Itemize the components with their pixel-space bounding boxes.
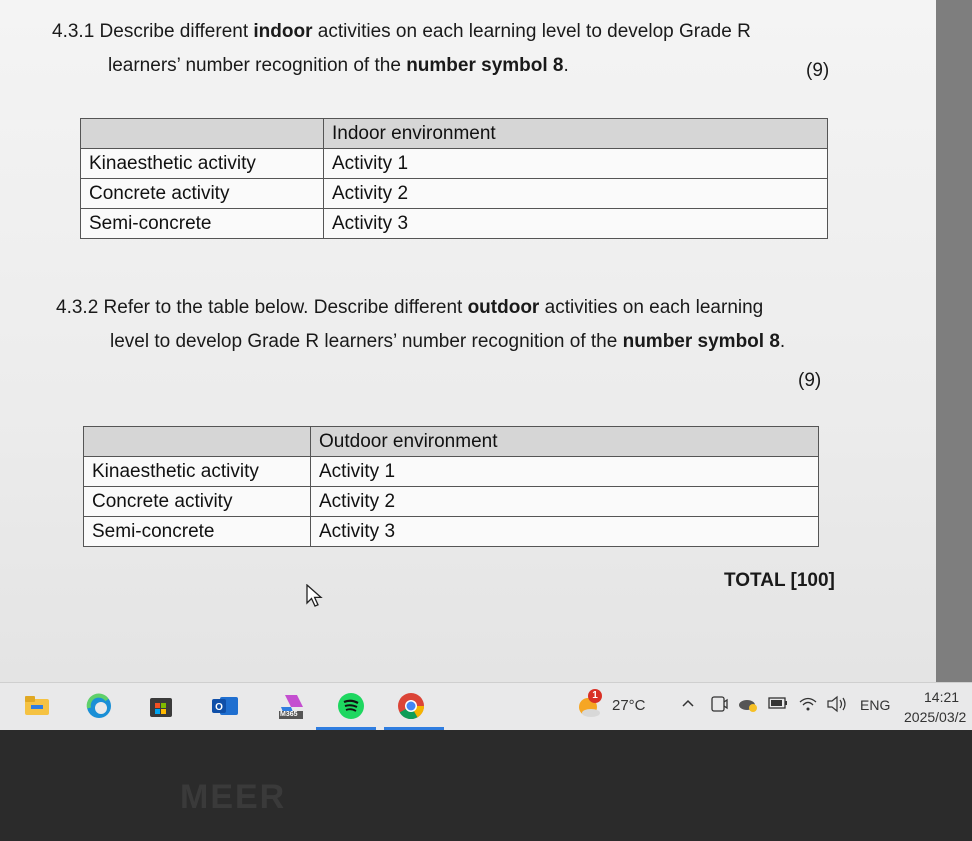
- language-indicator[interactable]: ENG: [860, 697, 891, 713]
- window-edge: [936, 0, 972, 682]
- level-cell: Kinaesthetic activity: [84, 457, 311, 487]
- m365-label: M365: [280, 711, 298, 718]
- table-header: Outdoor environment: [311, 427, 819, 457]
- question-keyword: indoor: [253, 21, 313, 42]
- clock-date[interactable]: 2025/03/2: [904, 709, 967, 725]
- question-text: activities on each learning level to develop Grade R: [312, 21, 751, 42]
- table-row: [81, 209, 828, 239]
- question-4-3-1: [52, 16, 852, 48]
- question-text: activities on each learning: [539, 297, 764, 318]
- question-text: learners’ number recognition of the: [108, 55, 407, 76]
- activity-cell: Activity 3: [324, 209, 828, 239]
- level-cell: Concrete activity: [81, 179, 324, 209]
- level-cell: Semi-concrete: [84, 517, 311, 547]
- chevron-up-icon[interactable]: [680, 695, 696, 715]
- table-row: [84, 487, 819, 517]
- table-header: Indoor environment: [324, 119, 828, 149]
- file-explorer-icon[interactable]: [22, 691, 52, 721]
- wifi-icon[interactable]: [798, 695, 818, 717]
- notification-badge: 1: [588, 689, 602, 703]
- battery-icon[interactable]: [768, 696, 788, 714]
- activity-cell: Activity 1: [324, 149, 828, 179]
- temperature-label[interactable]: 27°C: [612, 697, 646, 714]
- outlook-icon[interactable]: [210, 691, 240, 721]
- question-text: level to develop Grade R learners’ number recognition of the: [110, 331, 623, 352]
- total-marks: TOTAL [100]: [724, 570, 835, 591]
- question-text: .: [563, 55, 569, 76]
- microsoft-365-icon[interactable]: [276, 691, 308, 721]
- question-keyword: number symbol 8: [622, 331, 780, 352]
- clock-time[interactable]: 14:21: [924, 689, 960, 705]
- question-keyword: number symbol 8: [406, 55, 564, 76]
- activity-cell: Activity 2: [311, 487, 819, 517]
- edge-browser-icon[interactable]: [84, 691, 114, 721]
- question-number: 4.3.2: [56, 297, 99, 318]
- table-row: [81, 179, 828, 209]
- table-row: [84, 517, 819, 547]
- weather-icon[interactable]: [574, 691, 602, 721]
- question-keyword: outdoor: [467, 297, 540, 318]
- mouse-pointer-icon: [306, 584, 324, 608]
- activity-cell: Activity 3: [311, 517, 819, 547]
- question-text: Refer to the table below. Describe different: [103, 297, 468, 318]
- monitor-bezel: [0, 730, 972, 841]
- indoor-table: [80, 118, 828, 239]
- question-4-3-2: [56, 292, 856, 324]
- table-row: [81, 149, 828, 179]
- level-cell: Kinaesthetic activity: [81, 149, 324, 179]
- marks-label: (9): [798, 370, 822, 391]
- level-cell: Concrete activity: [84, 487, 311, 517]
- marks-label: (9): [806, 60, 830, 81]
- svg-text:O: O: [215, 702, 223, 713]
- question-4-3-1-line2: [108, 50, 808, 82]
- volume-icon[interactable]: [826, 695, 848, 717]
- bezel-logo: MEER: [180, 778, 287, 816]
- table-row: [84, 457, 819, 487]
- spotify-icon[interactable]: [336, 691, 366, 721]
- onedrive-warning-icon[interactable]: [738, 695, 758, 717]
- table-header-blank: [81, 119, 324, 149]
- question-text: .: [779, 331, 786, 352]
- taskbar: [0, 682, 972, 731]
- level-cell: Semi-concrete: [81, 209, 324, 239]
- activity-cell: Activity 2: [324, 179, 828, 209]
- question-4-3-2-line2: [110, 326, 870, 358]
- question-number: 4.3.1: [52, 21, 95, 42]
- outdoor-table: [83, 426, 819, 547]
- table-header-blank: [84, 427, 311, 457]
- chrome-browser-icon[interactable]: [396, 691, 426, 721]
- microsoft-store-icon[interactable]: [146, 691, 176, 721]
- meet-now-icon[interactable]: [710, 695, 728, 717]
- activity-cell: Activity 1: [311, 457, 819, 487]
- question-text: Describe different: [99, 21, 254, 42]
